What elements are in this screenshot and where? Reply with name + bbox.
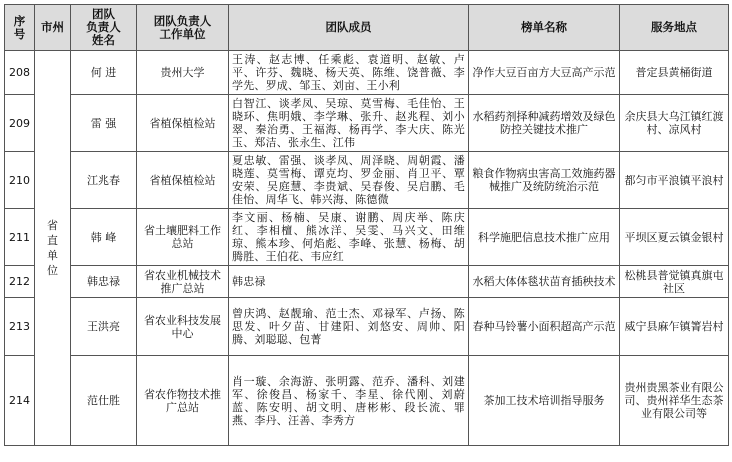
row-leader: 王洪亮 xyxy=(71,298,137,356)
row-leader: 韩忠禄 xyxy=(71,266,137,298)
header-members: 团队成员 xyxy=(229,5,469,51)
row-seq: 212 xyxy=(5,266,35,298)
row-seq: 209 xyxy=(5,95,35,152)
row-location: 威宁县麻乍镇箐岩村 xyxy=(620,298,729,356)
row-location: 都匀市平浪镇平浪村 xyxy=(620,152,729,209)
table-row xyxy=(5,356,729,446)
header-unit: 团队负责人 工作单位 xyxy=(137,5,229,51)
row-members: 王涛、赵志博、任乘彪、袁道明、赵敏、卢平、许芬、魏晓、杨天英、陈维、饶普薇、李学先、罗成、邹玉、刘亩、王小利 xyxy=(229,51,469,95)
table-row xyxy=(5,266,729,298)
row-unit: 省植保植检站 xyxy=(137,95,229,152)
row-leader: 雷 强 xyxy=(71,95,137,152)
header-seq: 序 号 xyxy=(5,5,35,51)
row-members: 曾庆鸿、赵靓瑜、范士杰、邓禄军、卢扬、陈思发、叶夕苗、甘建阳、刘悠安、周帅、阳腾、刘聪聪、包菁 xyxy=(229,298,469,356)
table-row xyxy=(5,51,729,95)
row-seq: 208 xyxy=(5,51,35,95)
header-row xyxy=(5,5,729,51)
row-unit: 省农业科技发展中心 xyxy=(137,298,229,356)
header-leader: 团队 负责人 姓名 xyxy=(71,5,137,51)
row-list-name: 茶加工技术培训指导服务 xyxy=(469,356,620,446)
row-unit: 贵州大学 xyxy=(137,51,229,95)
row-location: 平坝区夏云镇金银村 xyxy=(620,209,729,266)
header-location: 服务地点 xyxy=(620,5,729,51)
row-seq: 213 xyxy=(5,298,35,356)
row-unit: 省农业机械技术推广总站 xyxy=(137,266,229,298)
row-list-name: 粮食作物病虫害高工效施药器械推广及统防统治示范 xyxy=(469,152,620,209)
row-list-name: 春种马铃薯小面积超高产示范 xyxy=(469,298,620,356)
row-unit: 省土壤肥料工作总站 xyxy=(137,209,229,266)
row-members: 肖一璇、余海游、张明露、范乔、潘科、刘建军、徐俊昌、杨家千、李星、徐代刚、刘蔚蓝、陈安明、胡文明、唐彬彬、段长流、罪燕、李丹、汪善、李秀方 xyxy=(229,356,469,446)
team-table xyxy=(4,4,729,446)
row-seq: 214 xyxy=(5,356,35,446)
row-seq: 210 xyxy=(5,152,35,209)
row-location: 余庆县大乌江镇红渡村、凉风村 xyxy=(620,95,729,152)
row-leader: 何 进 xyxy=(71,51,137,95)
row-leader: 韩 峰 xyxy=(71,209,137,266)
city-group-cell xyxy=(35,51,71,446)
row-leader: 江兆春 xyxy=(71,152,137,209)
row-leader: 范仕胜 xyxy=(71,356,137,446)
table-row xyxy=(5,95,729,152)
row-seq: 211 xyxy=(5,209,35,266)
row-list-name: 水稻药剂择种减药增效及绿色防控关键技术推广 xyxy=(469,95,620,152)
table-row xyxy=(5,298,729,356)
row-unit: 省植保植检站 xyxy=(137,152,229,209)
header-list-name: 榜单名称 xyxy=(469,5,620,51)
row-unit: 省农作物技术推广总站 xyxy=(137,356,229,446)
table-row xyxy=(5,209,729,266)
row-members: 李文丽、杨楠、吴康、谢鹏、周庆举、陈庆红、李相檀、熊冰洋、吴雯、马兴文、田维琼、熊本珍、何焰彪、李峰、张慧、杨梅、胡腾胜、王伯花、韦应红 xyxy=(229,209,469,266)
row-list-name: 水稻大体体毯状苗育插秧技术 xyxy=(469,266,620,298)
row-members: 韩忠禄 xyxy=(229,266,469,298)
city-group-label: 省直单位 xyxy=(47,219,58,277)
table-row xyxy=(5,152,729,209)
row-location: 松桃县普觉镇真旗屯社区 xyxy=(620,266,729,298)
header-city: 市州 xyxy=(35,5,71,51)
row-location: 普定县黄桶街道 xyxy=(620,51,729,95)
row-members: 夏忠敏、雷强、谈孝凤、周泽晓、周朝霞、潘晓莲、莫雪梅、谭克均、罗金丽、肖卫平、覃安荣、吴庭慧、李贵斌、吴春俊、吴启鹏、毛佳怡、周华飞、韩兴海、陈德微 xyxy=(229,152,469,209)
row-members: 白智江、谈孝凤、吴琼、莫雪梅、毛佳怡、王晓环、焦明娥、李学琳、张升、赵兆程、刘小翠、秦治勇、王福海、杨再学、李大庆、陈光玉、郑洁、张永生、江伟 xyxy=(229,95,469,152)
row-location: 贵州贵黑茶业有限公司、贵州祥华生态茶业有限公司等 xyxy=(620,356,729,446)
row-list-name: 净作大豆百亩方大豆高产示范 xyxy=(469,51,620,95)
row-list-name: 科学施肥信息技术推广应用 xyxy=(469,209,620,266)
